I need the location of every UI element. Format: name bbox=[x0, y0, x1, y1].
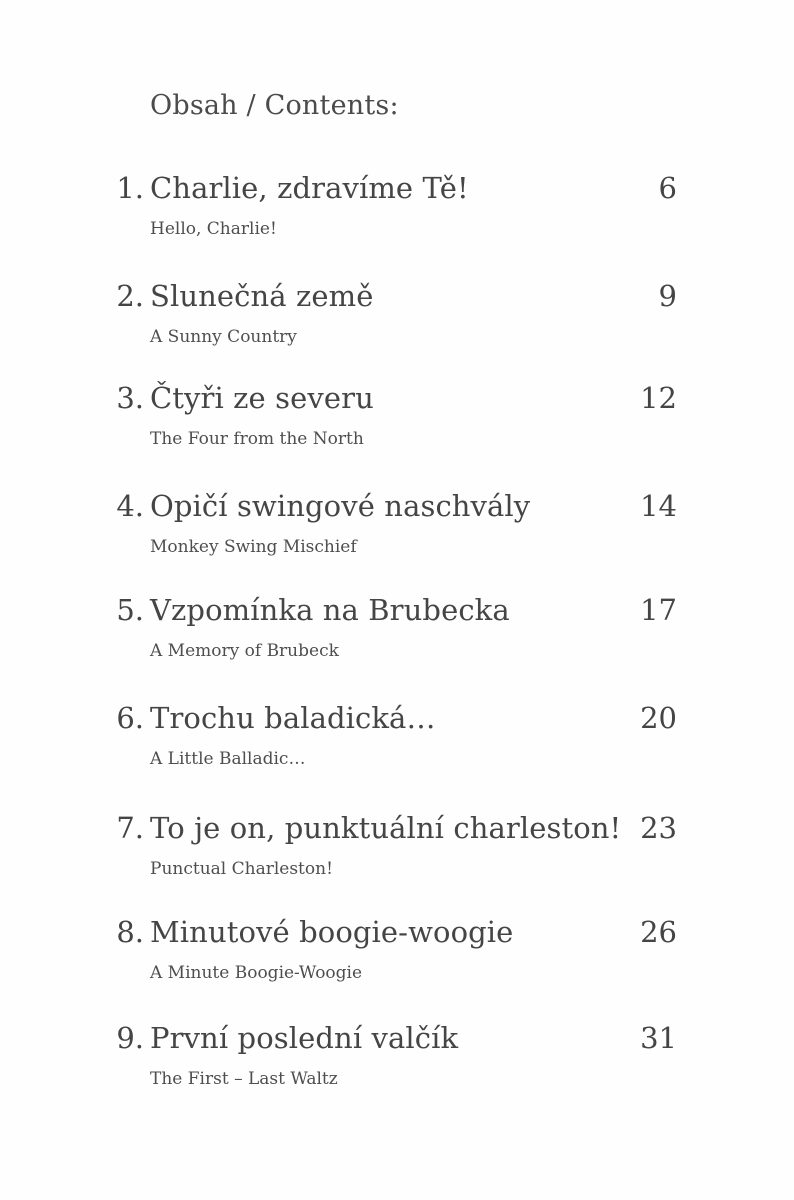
toc-entry bbox=[0, 488, 794, 578]
entry-title: Čtyři ze severu bbox=[150, 381, 374, 415]
entry-page-number: 6 bbox=[658, 171, 677, 205]
toc-entry bbox=[0, 170, 794, 260]
entry-page-number: 31 bbox=[640, 1021, 677, 1055]
entry-subtitle: A Little Balladic… bbox=[150, 749, 306, 769]
entry-page-number: 23 bbox=[640, 811, 677, 845]
toc-entry bbox=[0, 1020, 794, 1110]
toc-entry bbox=[0, 700, 794, 790]
entry-page-number: 12 bbox=[640, 381, 677, 415]
entry-title: Charlie, zdravíme Tě! bbox=[150, 171, 469, 205]
entry-number: 3. bbox=[116, 381, 144, 415]
entry-page-number: 17 bbox=[640, 593, 677, 627]
entry-subtitle: A Minute Boogie-Woogie bbox=[150, 963, 363, 983]
entry-subtitle: Hello, Charlie! bbox=[150, 219, 277, 239]
toc-entry bbox=[0, 810, 794, 900]
entry-title: Trochu baladická… bbox=[150, 701, 436, 735]
entry-subtitle: Punctual Charleston! bbox=[150, 859, 333, 879]
toc-entry bbox=[0, 914, 794, 1004]
entry-page-number: 14 bbox=[640, 489, 677, 523]
entry-subtitle: The First – Last Waltz bbox=[150, 1069, 338, 1089]
entry-number: 1. bbox=[116, 171, 144, 205]
toc-entry bbox=[0, 278, 794, 368]
entry-title: Slunečná země bbox=[150, 279, 374, 313]
entry-number: 9. bbox=[116, 1021, 144, 1055]
entry-number: 2. bbox=[116, 279, 144, 313]
entry-title: Minutové boogie-woogie bbox=[150, 915, 514, 949]
entry-title: Vzpomínka na Brubecka bbox=[150, 593, 510, 627]
entry-number: 7. bbox=[116, 811, 144, 845]
toc-entry bbox=[0, 592, 794, 682]
entry-page-number: 20 bbox=[640, 701, 677, 735]
entry-page-number: 9 bbox=[658, 279, 677, 313]
entry-title: Opičí swingové naschvály bbox=[150, 489, 531, 523]
entry-number: 5. bbox=[116, 593, 144, 627]
entry-subtitle: Monkey Swing Mischief bbox=[150, 537, 357, 557]
entry-subtitle: A Memory of Brubeck bbox=[150, 641, 339, 661]
entry-number: 4. bbox=[116, 489, 144, 523]
entry-title: To je on, punktuální charleston! bbox=[150, 811, 622, 845]
toc-entry bbox=[0, 380, 794, 470]
entry-page-number: 26 bbox=[640, 915, 677, 949]
entry-number: 6. bbox=[116, 701, 144, 735]
entry-subtitle: A Sunny Country bbox=[150, 327, 297, 347]
entry-title: První poslední valčík bbox=[150, 1021, 459, 1055]
entry-number: 8. bbox=[116, 915, 144, 949]
entry-subtitle: The Four from the North bbox=[150, 429, 364, 449]
toc-heading: Obsah / Contents: bbox=[150, 90, 399, 121]
